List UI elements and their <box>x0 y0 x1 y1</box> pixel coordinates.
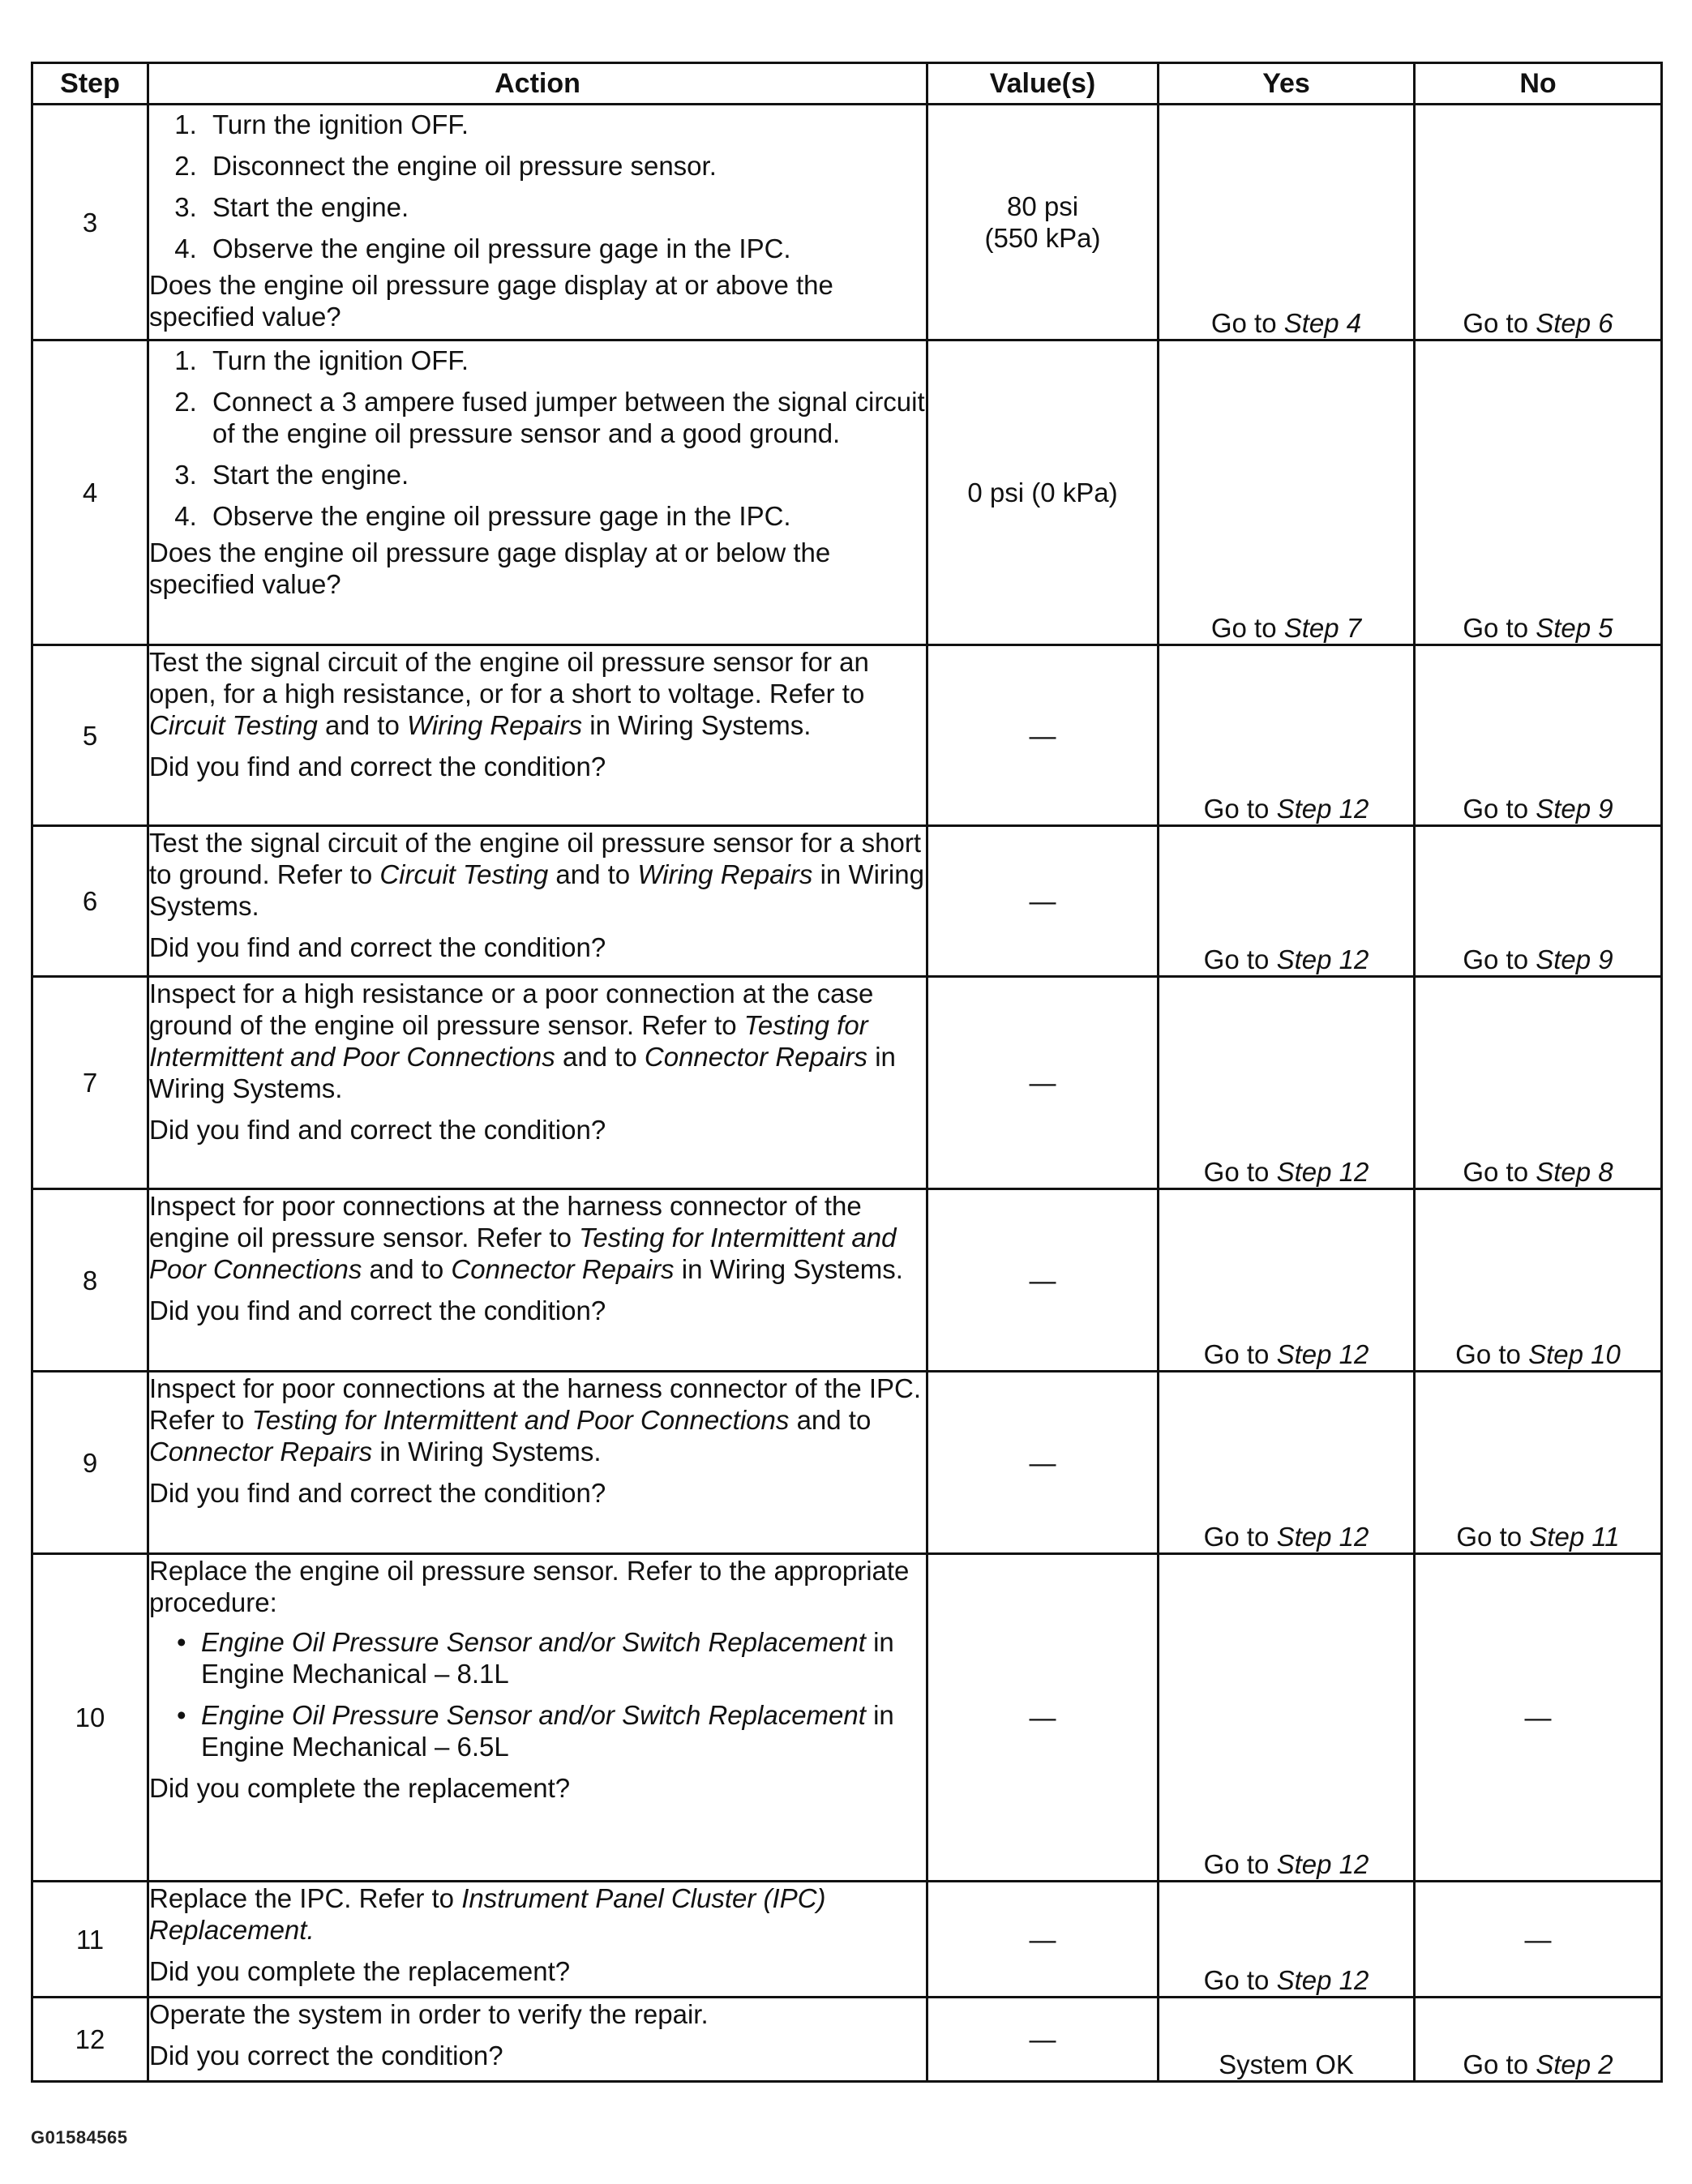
instruction-part: Inspect for poor connections at the harness connector of the IPC. Refer to <box>149 1373 922 1435</box>
step-number: 5 <box>32 645 148 826</box>
header-step: Step <box>32 63 148 105</box>
value-cell <box>927 1372 1159 1554</box>
no-cell <box>1415 105 1662 340</box>
instruction-part: in Wiring Systems. <box>681 1254 903 1284</box>
question-text: Did you complete the replacement? <box>149 1956 571 1986</box>
goto-text: Go to <box>1203 1157 1270 1187</box>
reference-title: Instrument Panel Cluster (IPC) Replacement. <box>149 1883 826 1945</box>
empty-value-dash: — <box>1524 1924 1552 1955</box>
reference-title: Circuit Testing <box>379 859 549 889</box>
yes-cell <box>1159 1998 1415 2082</box>
reference-title: Connector Repairs <box>149 1437 373 1467</box>
empty-value-dash: — <box>1029 886 1056 916</box>
reference-title: Testing for Intermittent and Poor Connections <box>149 1010 868 1072</box>
yes-cell <box>1159 105 1415 340</box>
instruction-part: in Wiring Systems. <box>379 1437 602 1467</box>
step-number: 11 <box>32 1882 148 1998</box>
no-cell <box>1415 826 1662 977</box>
step-reference: Step 9 <box>1536 944 1613 974</box>
list-item: 1. Turn the ignition OFF. <box>204 345 926 376</box>
diagnostic-table <box>31 62 1663 2083</box>
outcome-text: System OK <box>1219 2049 1354 2079</box>
instruction-text <box>149 827 926 922</box>
empty-value-dash: — <box>1524 1702 1552 1732</box>
value-cell <box>927 340 1159 645</box>
no-cell <box>1415 1189 1662 1372</box>
value-text: 80 psi <box>1006 191 1079 221</box>
reference-title: Circuit Testing <box>149 710 318 740</box>
step-reference: Step 12 <box>1276 1339 1369 1369</box>
procedure-list <box>149 109 926 264</box>
table-row <box>32 1372 1662 1554</box>
step-reference: Step 12 <box>1276 1849 1369 1879</box>
reference-title: Connector Repairs <box>451 1254 675 1284</box>
no-cell <box>1415 340 1662 645</box>
table-row <box>32 340 1662 645</box>
question-text: Did you find and correct the condition? <box>149 1478 606 1508</box>
value-cell <box>927 1998 1159 2082</box>
step-reference: Step 8 <box>1536 1157 1613 1187</box>
instruction-text <box>149 978 926 1104</box>
instruction-text <box>149 1190 926 1285</box>
yes-cell <box>1159 645 1415 826</box>
question-text: Did you correct the condition? <box>149 2041 503 2071</box>
step-number: 3 <box>32 105 148 340</box>
list-item: 4. Observe the engine oil pressure gage in the IPC. <box>204 500 926 532</box>
bullet-icon: • <box>177 1700 186 1730</box>
procedure-bullets <box>149 1626 926 1762</box>
value-text: (550 kPa) <box>984 223 1101 253</box>
action-cell <box>148 1372 927 1554</box>
step-reference: Step 7 <box>1283 613 1362 643</box>
step-reference: Step 9 <box>1536 794 1613 824</box>
action-cell <box>148 1998 927 2082</box>
empty-value-dash: — <box>1029 1924 1056 1955</box>
no-cell <box>1415 977 1662 1189</box>
yes-cell <box>1159 1189 1415 1372</box>
goto-text: Go to <box>1203 1339 1270 1369</box>
empty-value-dash: — <box>1029 1265 1056 1295</box>
step-reference: Step 6 <box>1536 308 1613 338</box>
step-reference: Step 4 <box>1283 308 1362 338</box>
header-no: No <box>1415 63 1662 105</box>
table-row <box>32 1189 1662 1372</box>
value-cell <box>927 977 1159 1189</box>
instruction-part: Inspect for a high resistance or a poor connection at the case ground of the engine oil pressure sensor. Refer to <box>149 979 874 1040</box>
question-text: Did you find and correct the condition? <box>149 752 606 782</box>
instruction-part: in Wiring Systems. <box>149 859 924 921</box>
reference-title: Testing for Intermittent and Poor Connections <box>251 1405 790 1435</box>
bullet-icon: • <box>177 1627 186 1657</box>
yes-cell <box>1159 1372 1415 1554</box>
instruction-part: and to <box>796 1405 872 1435</box>
no-cell <box>1415 645 1662 826</box>
action-cell <box>148 340 927 645</box>
instruction-part: Test the signal circuit of the engine oil pressure sensor for a short to ground. Refer to <box>149 828 921 889</box>
no-cell <box>1415 1372 1662 1554</box>
instruction-text: Replace the engine oil pressure sensor. Refer to the appropriate procedure: <box>149 1556 910 1617</box>
figure-id: G01584565 <box>31 2127 128 2148</box>
value-cell <box>927 1554 1159 1882</box>
question-text: Does the engine oil pressure gage display at or below the specified value? <box>149 537 831 599</box>
empty-value-dash: — <box>1029 1702 1056 1732</box>
value-cell <box>927 105 1159 340</box>
instruction-part: in Wiring Systems. <box>149 1042 896 1103</box>
table-row <box>32 826 1662 977</box>
goto-text: Go to <box>1203 1849 1270 1879</box>
instruction-text <box>149 1372 926 1467</box>
action-cell <box>148 105 927 340</box>
goto-text: Go to <box>1463 613 1529 643</box>
goto-text: Go to <box>1203 794 1270 824</box>
yes-cell <box>1159 977 1415 1189</box>
instruction-text <box>149 1882 926 1946</box>
empty-value-dash: — <box>1029 1447 1056 1478</box>
step-number: 8 <box>32 1189 148 1372</box>
list-item: 3. Start the engine. <box>204 459 926 490</box>
document-page <box>31 62 1660 2083</box>
empty-value-dash: — <box>1029 720 1056 751</box>
step-reference: Step 12 <box>1276 794 1369 824</box>
step-number: 7 <box>32 977 148 1189</box>
instruction-part: in Engine Mechanical – 6.5L <box>201 1700 894 1762</box>
header-values: Value(s) <box>927 63 1159 105</box>
goto-text: Go to <box>1203 944 1270 974</box>
value-cell <box>927 826 1159 977</box>
bullet-item <box>177 1699 926 1762</box>
reference-title: Connector Repairs <box>644 1042 868 1072</box>
goto-text: Go to <box>1210 308 1277 338</box>
question-text: Did you find and correct the condition? <box>149 932 606 962</box>
value-text: 0 psi (0 kPa) <box>967 477 1118 507</box>
header-action: Action <box>148 63 927 105</box>
instruction-part: and to <box>555 859 631 889</box>
table-row <box>32 1882 1662 1998</box>
step-number: 12 <box>32 1998 148 2082</box>
list-item: 3. Start the engine. <box>204 191 926 223</box>
yes-cell <box>1159 826 1415 977</box>
question-text: Does the engine oil pressure gage display at or above the specified value? <box>149 270 833 332</box>
instruction-part: and to <box>562 1042 637 1072</box>
step-reference: Step 11 <box>1529 1522 1620 1552</box>
step-number: 9 <box>32 1372 148 1554</box>
list-item: 2. Disconnect the engine oil pressure sensor. <box>204 150 926 182</box>
goto-text: Go to <box>1203 1965 1270 1995</box>
step-reference: Step 10 <box>1528 1339 1621 1369</box>
step-reference: Step 2 <box>1536 2049 1613 2079</box>
procedure-list <box>149 345 926 532</box>
goto-text: Go to <box>1456 1522 1523 1552</box>
reference-title: Wiring Repairs <box>406 710 583 740</box>
action-cell <box>148 1189 927 1372</box>
goto-text: Go to <box>1210 613 1277 643</box>
step-reference: Step 12 <box>1276 1965 1369 1995</box>
table-row <box>32 645 1662 826</box>
question-text: Did you find and correct the condition? <box>149 1295 606 1325</box>
yes-cell <box>1159 340 1415 645</box>
question-text: Did you find and correct the condition? <box>149 1115 606 1145</box>
instruction-part: and to <box>369 1254 444 1284</box>
goto-text: Go to <box>1203 1522 1270 1552</box>
yes-cell <box>1159 1554 1415 1882</box>
action-cell <box>148 977 927 1189</box>
question-text: Did you complete the replacement? <box>149 1773 571 1803</box>
action-cell <box>148 826 927 977</box>
step-reference: Step 12 <box>1276 1157 1369 1187</box>
table-row <box>32 1554 1662 1882</box>
list-item: 1. Turn the ignition OFF. <box>204 109 926 140</box>
table-row <box>32 105 1662 340</box>
instruction-part: and to <box>325 710 400 740</box>
table-row <box>32 1998 1662 2082</box>
action-cell <box>148 1882 927 1998</box>
header-row <box>32 63 1662 105</box>
step-reference: Step 5 <box>1536 613 1613 643</box>
action-cell <box>148 645 927 826</box>
goto-text: Go to <box>1463 2049 1529 2079</box>
instruction-part: Inspect for poor connections at the harness connector of the engine oil pressure sensor. Refer to <box>149 1191 862 1253</box>
reference-title: Wiring Repairs <box>637 859 813 889</box>
goto-text: Go to <box>1463 308 1529 338</box>
step-number: 4 <box>32 340 148 645</box>
instruction-part: in Wiring Systems. <box>589 710 812 740</box>
bullet-item <box>177 1626 926 1689</box>
table-row <box>32 977 1662 1189</box>
list-item: 2. Connect a 3 ampere fused jumper between the signal circuit of the engine oil pressure sensor and a good ground. <box>204 386 926 449</box>
reference-title: Engine Oil Pressure Sensor and/or Switch Replacement <box>201 1700 866 1730</box>
reference-title: Engine Oil Pressure Sensor and/or Switch Replacement <box>201 1627 866 1657</box>
instruction-part: Test the signal circuit of the engine oil pressure sensor for an open, for a high resistance, or for a short to voltage. Refer to <box>149 647 869 709</box>
instruction-text: Operate the system in order to verify the repair. <box>149 1999 709 2029</box>
header-yes: Yes <box>1159 63 1415 105</box>
no-cell <box>1415 1882 1662 1998</box>
action-cell <box>148 1554 927 1882</box>
value-cell <box>927 1882 1159 1998</box>
no-cell <box>1415 1998 1662 2082</box>
step-number: 6 <box>32 826 148 977</box>
yes-cell <box>1159 1882 1415 1998</box>
instruction-text <box>149 646 926 741</box>
empty-value-dash: — <box>1029 1068 1056 1098</box>
instruction-part: Replace the IPC. Refer to <box>149 1883 455 1913</box>
step-reference: Step 12 <box>1276 944 1369 974</box>
goto-text: Go to <box>1455 1339 1521 1369</box>
list-item: 4. Observe the engine oil pressure gage in the IPC. <box>204 233 926 264</box>
value-cell <box>927 1189 1159 1372</box>
no-cell <box>1415 1554 1662 1882</box>
instruction-part: in Engine Mechanical – 8.1L <box>201 1627 894 1689</box>
step-number: 10 <box>32 1554 148 1882</box>
goto-text: Go to <box>1463 944 1529 974</box>
step-reference: Step 12 <box>1276 1522 1369 1552</box>
goto-text: Go to <box>1463 794 1529 824</box>
goto-text: Go to <box>1463 1157 1529 1187</box>
value-cell <box>927 645 1159 826</box>
reference-title: Testing for Intermittent and Poor Connections <box>149 1223 897 1284</box>
empty-value-dash: — <box>1029 2024 1056 2054</box>
